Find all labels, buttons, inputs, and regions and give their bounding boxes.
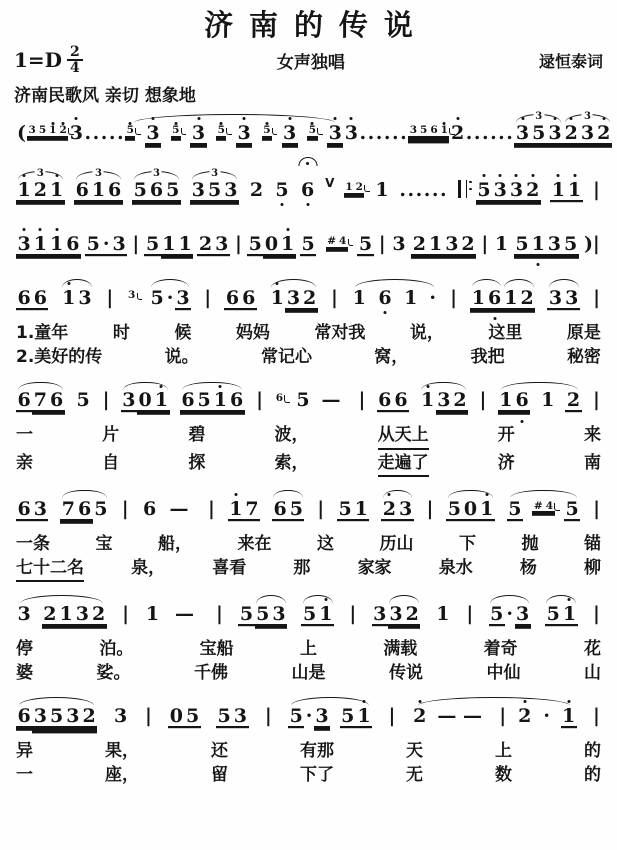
lyric-segment: 探 <box>188 452 206 473</box>
lyrics-row <box>14 556 603 583</box>
barline: | <box>481 233 489 256</box>
music-line <box>14 587 603 637</box>
music-line <box>14 373 603 423</box>
note: 5 0 1 <box>446 500 495 519</box>
note: 3 <box>17 602 31 625</box>
note: 1 1 <box>550 181 582 200</box>
note: 6 6 <box>225 287 256 310</box>
meta-row <box>14 45 603 76</box>
continuation-dots: ...... <box>359 122 409 145</box>
system-5 <box>14 373 603 477</box>
barline: | <box>593 179 600 202</box>
note: 5 1 <box>301 605 333 624</box>
sheet-music-page <box>14 8 611 787</box>
note: 3 <box>68 124 84 143</box>
lyrics-row <box>14 739 603 763</box>
breath-mark: V <box>325 176 335 191</box>
note: 3 1 1 6 <box>16 235 81 254</box>
performance-type: 女声独唱 <box>276 52 345 73</box>
note: 3 <box>113 704 128 727</box>
lyric-segment: 的 <box>584 740 601 761</box>
lyric-segment: 婆 <box>16 662 33 683</box>
lyric-segment: 泉水 <box>438 557 473 578</box>
continuation-dots: ...... <box>399 179 449 202</box>
lyric-segment: 说， <box>409 323 444 344</box>
lyric-segment: 还 <box>211 740 228 761</box>
lyric-segment: 喜看 <box>212 557 247 578</box>
lyric-segment: 花 <box>583 638 601 659</box>
note: 2 3 <box>381 500 413 519</box>
note: 6 7 6 <box>17 389 64 412</box>
note-group <box>507 497 581 520</box>
lyric-segment: 中仙 <box>486 662 521 683</box>
barline: | <box>593 704 600 727</box>
lyric-segment: 有那 <box>300 740 334 761</box>
barline: | <box>426 497 434 520</box>
lyric-segment: 时 <box>112 323 130 344</box>
note: 3 <box>343 124 359 143</box>
barline: | <box>234 233 242 256</box>
note: 3 <box>282 124 298 143</box>
lyric-segment: 泉， <box>131 557 166 578</box>
note: 7 6 5 <box>61 497 108 520</box>
duration-dash: — <box>169 497 196 520</box>
grace-note: 5 <box>307 125 317 136</box>
lyric-segment: 果， <box>105 740 139 761</box>
barline: | <box>592 389 600 412</box>
barline: | <box>593 602 600 625</box>
note: 3 5 3 3 <box>515 111 562 145</box>
note: 2 1 3 2 <box>412 233 475 256</box>
lyric-segment: 济 <box>497 452 515 473</box>
continuation-dots: ...... <box>465 122 515 145</box>
barline: | <box>207 497 215 520</box>
lyric-segment: 宝 <box>95 533 113 554</box>
lyric-segment: 留 <box>211 765 228 786</box>
note: 5 <box>565 497 579 520</box>
lyric-segment: 着奇 <box>483 638 518 659</box>
lyrics-row <box>14 637 603 661</box>
time-signature-denominator: 4 <box>70 60 80 77</box>
note: 5 <box>274 181 290 200</box>
note: 2 <box>517 707 533 726</box>
system-8 <box>14 689 603 787</box>
note: 3 5 3 3 <box>191 168 238 202</box>
grace-note: 5 <box>171 125 181 136</box>
note: 3 <box>392 233 406 256</box>
barline: | <box>450 287 458 310</box>
note: 3 <box>236 124 252 143</box>
barline: | <box>122 602 129 625</box>
music-line <box>14 271 603 321</box>
lyric-segment: 自 <box>102 452 120 473</box>
lyric-segment: 一 <box>16 765 33 786</box>
note: 3 <box>145 124 161 143</box>
music-line <box>14 689 603 739</box>
barline: | <box>358 389 366 412</box>
note: 2 <box>566 389 581 412</box>
system-7 <box>14 587 603 685</box>
note: 5 · 3 <box>150 287 190 310</box>
lyric-segment: 我把 <box>470 347 505 368</box>
lyric-segment: 开 <box>497 425 515 446</box>
barline: | <box>145 704 152 727</box>
note: 3 3 <box>548 287 579 310</box>
note: 6 <box>142 497 157 520</box>
lyric-segment: 来在 <box>237 533 272 554</box>
note: 2 3 2 3 <box>564 111 611 145</box>
note: 1 <box>541 389 555 412</box>
lyric-segment: 走遍了 <box>378 452 429 477</box>
barline: | <box>216 602 223 625</box>
lyric-segment: 上 <box>495 740 512 761</box>
barline: | <box>330 287 338 310</box>
note: 1 <box>494 233 509 256</box>
lyric-segment: 说。 <box>164 347 199 368</box>
lyric-segment: 候 <box>174 323 192 344</box>
note: 1 <box>145 602 160 625</box>
note: 1 6 1 2 <box>470 289 535 308</box>
key-signature: 1=D <box>14 48 63 73</box>
note: 1 3 <box>61 289 93 308</box>
note-group <box>300 235 374 254</box>
barline: | <box>204 287 212 310</box>
note: 1 <box>436 602 450 625</box>
note: 1 <box>375 179 389 202</box>
notation-symbol: )| <box>583 233 600 256</box>
grace-note: 1 2 <box>345 181 363 194</box>
barline: | <box>256 389 263 412</box>
note: 3 0 1 <box>121 391 170 410</box>
system-3 <box>14 217 603 267</box>
note: 5 3 3 2 <box>476 181 541 200</box>
grace-note: 6 <box>275 391 284 404</box>
note: 3 <box>190 124 206 143</box>
note: 1 <box>352 287 366 310</box>
lyric-segment: 无 <box>406 765 423 786</box>
note: 1 3 2 <box>269 289 318 308</box>
lyric-segment: 船， <box>158 533 192 554</box>
note: 3 <box>327 124 343 143</box>
lyric-segment: 下了 <box>300 765 334 786</box>
lyric-segment: 2.美好的传 <box>16 347 103 368</box>
grace-note: 5 <box>125 125 135 136</box>
grace-note: 3 5 1 2 <box>27 125 68 136</box>
notation-symbol: ( <box>17 122 26 145</box>
page-title: 济南的传说 <box>204 8 429 42</box>
note: 5 · 3 <box>86 233 126 256</box>
note-group <box>125 124 343 143</box>
score <box>14 106 611 787</box>
barline: | <box>388 704 396 727</box>
note-group <box>351 289 437 308</box>
lyric-segment: 数 <box>495 765 512 786</box>
lyric-segment: 波， <box>274 425 309 446</box>
note: 5 5 3 <box>239 602 286 625</box>
lyric-segment: 七十二名 <box>16 557 84 582</box>
lyric-segment: 山 <box>584 662 601 683</box>
note-group <box>16 602 107 625</box>
barline: | <box>317 497 325 520</box>
lyric-segment: 一条 <box>16 533 50 554</box>
note: 6 5 1 6 <box>180 391 245 410</box>
note: 1 3 2 <box>419 391 468 410</box>
note: 5 · 3 <box>289 704 329 727</box>
barline: | <box>132 233 140 256</box>
lyric-segment: 这里 <box>488 323 523 344</box>
lyric-segment: 亲 <box>16 452 33 473</box>
note: 5 <box>296 389 310 412</box>
note: 5 <box>508 497 522 520</box>
lyric-segment: 从天上 <box>378 424 429 449</box>
note: 2 1 3 2 <box>43 602 106 625</box>
lyrics-row <box>14 451 603 478</box>
key-time-signature <box>14 45 83 76</box>
note: 5 3 <box>217 704 248 727</box>
note: 5 <box>358 233 373 256</box>
lyric-segment: 历山 <box>379 533 414 554</box>
barline: | <box>378 233 386 256</box>
note: 6 3 5 3 2 <box>17 704 96 727</box>
note-group <box>498 391 582 410</box>
lyricist-credit: 逯恒泰词 <box>538 51 603 71</box>
continuation-dots: ..... <box>84 122 126 145</box>
lyrics-row <box>14 763 603 787</box>
lyric-segment: 停 <box>16 638 33 659</box>
note-group <box>412 704 577 727</box>
lyric-segment: 泊。 <box>99 638 134 659</box>
note: 6 1 6 3 <box>75 168 122 202</box>
note: 6 5 <box>273 497 303 520</box>
system-6 <box>14 482 603 583</box>
repeat-sign <box>458 180 467 198</box>
lyric-segment: 上 <box>299 638 317 659</box>
time-signature-numerator: 2 <box>67 45 83 62</box>
note: 2 3 <box>198 233 229 256</box>
grace-note: 5 <box>262 125 272 136</box>
lyric-segment: 宝船 <box>199 638 234 659</box>
lyric-segment: 常对我 <box>314 323 366 344</box>
lyric-segment: 来 <box>583 425 601 446</box>
time-signature <box>67 45 83 76</box>
lyric-segment: 杨 <box>519 557 537 578</box>
note: 6 3 <box>17 497 47 520</box>
barline: | <box>102 389 110 412</box>
note: 5 0 1 <box>247 235 296 254</box>
music-line <box>14 217 603 267</box>
lyric-segment: 座， <box>105 765 139 786</box>
music-line <box>14 482 603 532</box>
barline: | <box>349 602 357 625</box>
lyrics-row <box>14 423 603 450</box>
note: 3 3 2 <box>373 602 419 625</box>
note: 1 <box>561 707 577 726</box>
barline: | <box>593 497 600 520</box>
lyric-segment: 山是 <box>291 662 326 683</box>
lyric-segment: 异 <box>16 740 33 761</box>
system-4 <box>14 271 603 369</box>
barline: | <box>466 602 474 625</box>
lyric-segment: 那 <box>293 557 311 578</box>
note: 2 <box>412 707 428 726</box>
lyrics-row <box>14 661 603 685</box>
style-tempo-note: 济南民歌风 亲切 想象地 <box>14 86 196 107</box>
music-line <box>14 106 611 156</box>
note-group <box>288 704 372 727</box>
note: 0 5 <box>169 704 200 727</box>
lyrics-row <box>14 532 603 556</box>
notation-symbol: · <box>429 287 436 310</box>
lyric-segment: 片 <box>102 425 120 446</box>
barline: | <box>479 389 487 412</box>
note: 6 6 <box>378 389 408 412</box>
system-2 <box>14 160 603 213</box>
lyric-segment: 家家 <box>357 557 392 578</box>
lyrics-row <box>14 345 603 369</box>
lyric-segment: 的 <box>584 765 601 786</box>
lyric-segment: 娑。 <box>96 662 131 683</box>
lyric-segment: 满载 <box>383 638 418 659</box>
lyrics-row <box>14 321 603 345</box>
lyric-segment: 窝， <box>374 347 409 368</box>
note: 5 1 <box>545 605 577 624</box>
duration-dash: — <box>321 389 348 412</box>
lyric-segment: 传说 <box>389 662 423 683</box>
lyric-segment: 抛 <box>521 533 539 554</box>
note: 5 <box>301 233 315 256</box>
barline: | <box>499 704 507 727</box>
fermata-icon <box>298 157 317 167</box>
duration-dash: — <box>175 602 201 625</box>
lyric-segment: 秘密 <box>566 347 601 368</box>
grace-note: 5 <box>216 125 226 136</box>
note: 5 1 1 <box>145 233 192 256</box>
lyric-segment: 下 <box>459 533 476 554</box>
note: 1 2 1 3 <box>17 168 64 202</box>
notation-symbol: · <box>543 704 550 727</box>
grace-note: # 4 <box>533 499 554 512</box>
system-1 <box>14 106 611 156</box>
lyric-segment: 千佛 <box>194 662 228 683</box>
note: 5 1 <box>340 707 372 726</box>
barline: | <box>106 287 114 310</box>
note: 2 <box>449 124 465 143</box>
note: 6 6 <box>17 287 47 310</box>
note: 5 <box>76 389 90 412</box>
note: 5 6 5 3 <box>133 168 180 202</box>
note: 5 1 <box>338 497 368 520</box>
barline: | <box>593 287 600 310</box>
note: 1 7 <box>228 500 260 519</box>
barline: | <box>264 704 272 727</box>
lyric-segment: 天 <box>406 740 423 761</box>
note: 5 1 3 5 <box>514 235 579 254</box>
lyric-segment: 碧 <box>188 425 206 446</box>
lyric-segment: 这 <box>317 533 334 554</box>
lyric-segment: 一 <box>16 425 33 446</box>
lyric-segment: 柳 <box>583 557 601 578</box>
note: 2 <box>249 179 264 202</box>
lyric-segment: 1.童年 <box>16 323 69 344</box>
grace-note: 3 <box>127 289 136 302</box>
note: 1 6 <box>498 391 530 410</box>
grace-note: 3 5 6 1 <box>408 125 449 136</box>
note: 6 <box>300 181 316 200</box>
grace-note: # 4 <box>327 235 347 248</box>
lyric-segment: 常记心 <box>260 347 312 368</box>
lyric-segment: 妈妈 <box>235 323 270 344</box>
note: 1 <box>404 287 418 310</box>
duration-dash: —— <box>437 704 489 727</box>
lyric-segment: 索， <box>274 452 309 473</box>
note: 6 <box>377 289 393 308</box>
barline: | <box>121 497 129 520</box>
lyric-segment: 原是 <box>566 323 601 344</box>
music-line <box>14 160 603 213</box>
lyric-segment: 南 <box>583 452 601 473</box>
lyric-segment: 锚 <box>584 533 601 554</box>
note: 5 · 3 <box>490 602 530 625</box>
